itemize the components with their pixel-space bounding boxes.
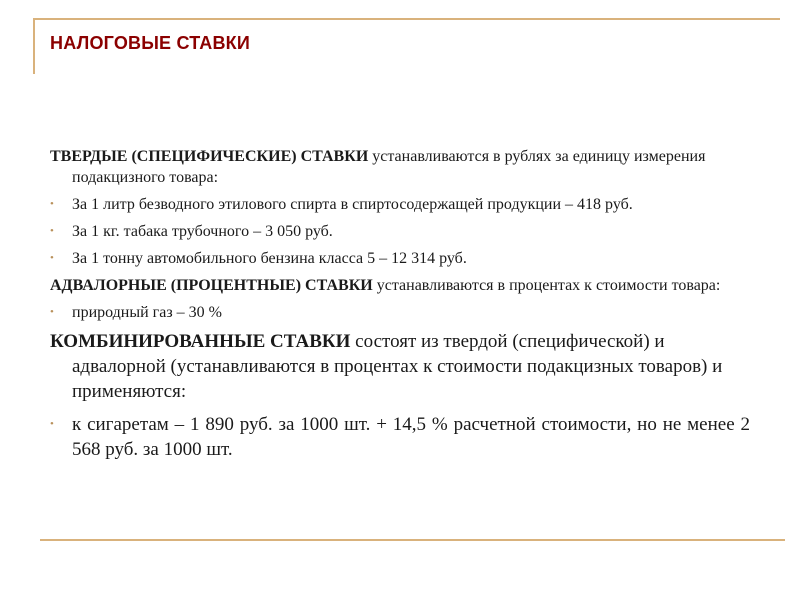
list-item-text: За 1 кг. табака трубочного – 3 050 руб.: [72, 223, 333, 240]
bullet-icon: •: [50, 198, 54, 210]
slide-content: [50, 146, 750, 468]
list-item: [50, 412, 750, 462]
bullet-icon: •: [50, 225, 54, 237]
list-item: [50, 221, 750, 242]
list-item: [50, 248, 750, 269]
list-item-text: За 1 литр безводного этилового спирта в спиртосодержащей продукции – 418 руб.: [72, 196, 633, 213]
bullet-icon: •: [50, 418, 54, 430]
top-rule: [33, 18, 780, 20]
combined-text: состоят из твердой (специфической) и адвалорной (устанавливаются в процентах к стоимости подакцизных товаров) и применяются:: [72, 331, 723, 402]
slide-title: НАЛОГОВЫЕ СТАВКИ: [50, 33, 250, 53]
combined-paragraph: [50, 329, 750, 404]
list-item-text: За 1 тонну автомобильного бензина класса 5 – 12 314 руб.: [72, 250, 467, 267]
ad-valorem-paragraph: [50, 275, 750, 296]
fixed-rates-paragraph: [50, 146, 750, 188]
list-item: [50, 302, 750, 323]
fixed-rates-heading: ТВЕРДЫЕ (СПЕЦИФИЧЕСКИЕ) СТАВКИ: [50, 148, 369, 165]
bottom-rule: [40, 539, 785, 541]
list-item-text: к сигаретам – 1 890 руб. за 1000 шт. + 14,5 % расчетной стоимости, но не менее 2 568 руб. за 1000 шт.: [72, 414, 750, 460]
left-rule: [33, 18, 35, 74]
combined-heading: КОМБИНИРОВАННЫЕ СТАВКИ: [50, 331, 351, 352]
list-item: [50, 194, 750, 215]
list-item-text: природный газ – 30 %: [72, 304, 222, 321]
ad-valorem-heading: АДВАЛОРНЫЕ (ПРОЦЕНТНЫЕ) СТАВКИ: [50, 277, 373, 294]
fixed-rates-text: устанавливаются в рублях за единицу измерения подакцизного товара:: [72, 148, 706, 186]
bullet-icon: •: [50, 252, 54, 264]
ad-valorem-text: устанавливаются в процентах к стоимости товара:: [372, 277, 721, 294]
bullet-icon: •: [50, 306, 54, 318]
